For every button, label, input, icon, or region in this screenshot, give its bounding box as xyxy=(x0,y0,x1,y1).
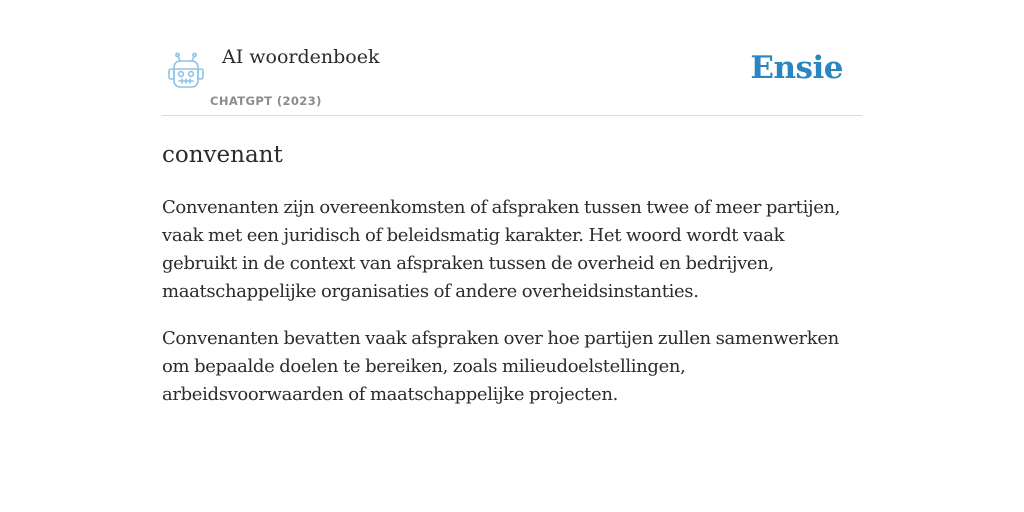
dictionary-card xyxy=(162,0,862,428)
entry-header xyxy=(162,0,862,116)
dictionary-source: CHATGPT (2023) xyxy=(210,94,322,108)
definition-paragraph: Convenanten zijn overeenkomsten of afspraken tussen twee of meer partijen, vaak met een juridisch of beleidsmatig karakter. Het woord wordt vaak gebruikt in de context van afspraken tussen de overheid en bedrijven, maatschappelijke organisaties of andere overheidsinstanties. xyxy=(162,197,841,302)
brand-logo[interactable]: Ensie xyxy=(750,50,843,86)
entry-term: convenant xyxy=(162,142,283,168)
entry-definition xyxy=(162,194,862,409)
definition-paragraph: Convenanten bevatten vaak afspraken over hoe partijen zullen samenwerken om bepaalde doelen te bereiken, zoals milieudoelstellingen, arbeidsvoorwaarden of maatschappelijke projecten. xyxy=(162,328,839,405)
dictionary-title: AI woordenboek xyxy=(222,46,380,68)
robot-icon xyxy=(166,52,206,90)
